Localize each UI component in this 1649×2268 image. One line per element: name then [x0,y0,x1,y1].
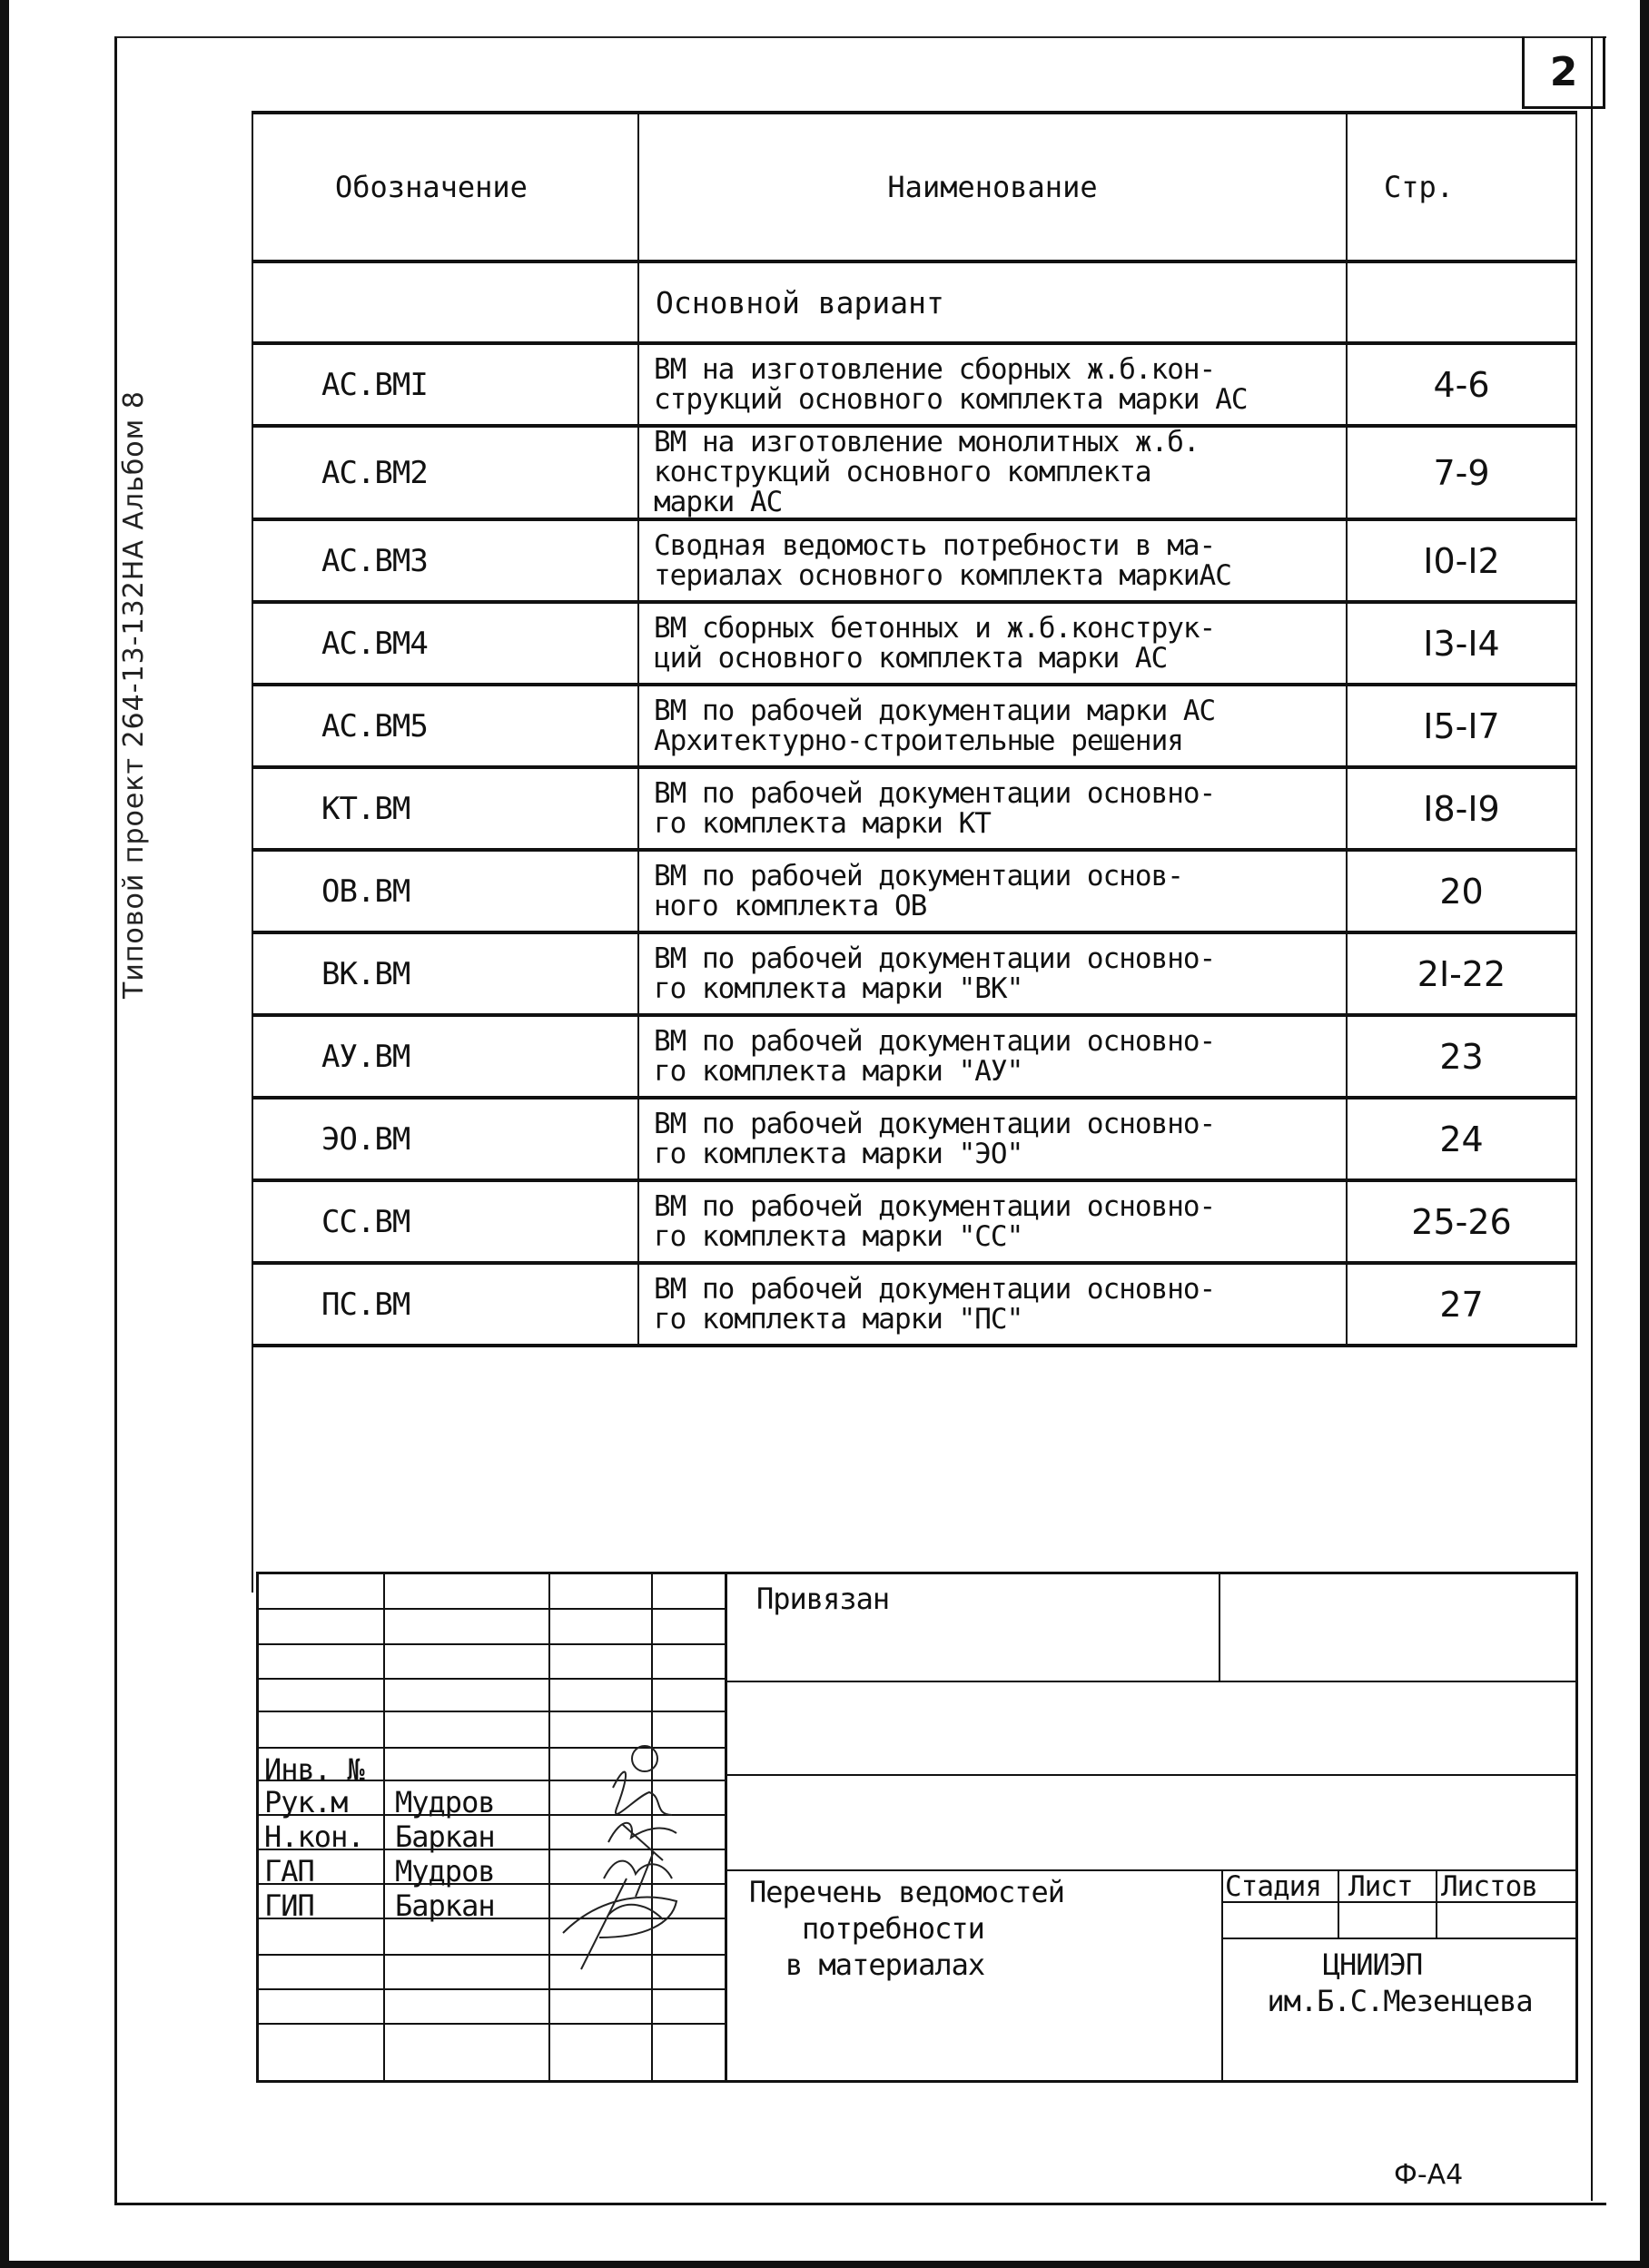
tb-divider [259,1988,725,1990]
tb-divider [725,1774,1578,1776]
table-row [252,1015,1576,1098]
document-title-line: Перечень ведомостей [749,1875,1065,1909]
row-designation: СС.ВМ [252,1180,638,1263]
row-name: ВМ по рабочей документации основно- го комплекта марки КТ [638,767,1347,850]
row-designation: ЭО.ВМ [252,1098,638,1180]
section-title: Основной вариант [638,261,1347,343]
row-designation: АС.ВМ4 [252,602,638,685]
table-row [252,343,1576,426]
stage-label: Стадия [1225,1870,1321,1903]
table-row [252,519,1576,602]
tb-divider [259,1711,725,1712]
signature-stroke [613,1772,672,1815]
row-pages: I8-I9 [1347,767,1576,850]
tb-divider [725,1574,727,2083]
organization [1221,1947,1578,2019]
tb-divider [1338,1869,1339,1938]
row-designation: АС.ВМI [252,343,638,426]
page-number: 2 [1549,49,1578,95]
row-pages: 24 [1347,1098,1576,1180]
tb-divider [383,1574,385,2083]
tb-divider [1221,1938,1578,1939]
row-name: ВМ по рабочей документации основно- го комплекта марки "АУ" [638,1015,1347,1098]
signer-name: Баркан [395,1819,495,1854]
side-note: Типовой проект 264-13-132НА Альбом 8 [118,390,150,999]
role-label: ГАП [264,1854,314,1888]
organization-line: ЦНИИЭП [1322,1948,1423,1982]
row-name: ВМ на изготовление сборных ж.б.кон- струкций основного комплекта марки АС [638,343,1347,426]
document-title-line: потребности [802,1911,984,1946]
document-title-line: в материалах [785,1948,985,1982]
row-pages: I0-I2 [1347,519,1576,602]
row-name: ВМ по рабочей документации основно- го комплекта марки "СС" [638,1180,1347,1263]
row-designation: ПС.ВМ [252,1263,638,1346]
title-block [256,1572,1578,2083]
signer-name: Баркан [395,1888,495,1923]
linked-label: Привязан [756,1582,890,1616]
row-name: ВМ по рабочей документации основно- го комплекта марки "ЭО" [638,1098,1347,1180]
row-pages: I5-I7 [1347,685,1576,767]
row-pages: 2I-22 [1347,932,1576,1015]
table-row [252,1098,1576,1180]
table-row [252,1180,1576,1263]
page-number-box [1522,36,1605,109]
row-designation: АС.ВМ3 [252,519,638,602]
tb-divider [725,1681,1578,1682]
scan-edge-left [0,0,9,2268]
sheet-label: Лист [1348,1870,1413,1903]
signer-name: Мудров [395,1854,495,1888]
table-row [252,850,1576,932]
row-pages: 4-6 [1347,343,1576,426]
table-row [252,767,1576,850]
row-pages: 7-9 [1347,426,1576,519]
header-designation: Обозначение [252,113,638,261]
drawing-frame-right [1591,36,1593,2201]
tb-divider [1436,1869,1437,1938]
table-header-row [252,113,1576,261]
signature-stroke [563,1878,676,1969]
row-designation: КТ.ВМ [252,767,638,850]
table-row [252,932,1576,1015]
statements-table [252,111,1577,1593]
row-name: ВМ по рабочей документации основно- го комплекта марки "ПС" [638,1263,1347,1346]
row-designation: ВК.ВМ [252,932,638,1015]
row-designation: АС.ВМ5 [252,685,638,767]
header-pages: Стр. [1347,113,1576,261]
row-pages: 27 [1347,1263,1576,1346]
tb-divider [1219,1574,1220,1681]
scan-edge-bottom [0,2261,1649,2268]
organization-line: им.Б.С.Мезенцева [1267,1984,1533,2018]
row-designation: АУ.ВМ [252,1015,638,1098]
role-label: ГИП [264,1888,314,1923]
row-designation: АС.ВМ2 [252,426,638,519]
role-label: Рук.м [264,1785,348,1819]
header-name: Наименование [638,113,1347,261]
tb-divider [259,2023,725,2025]
row-pages: 23 [1347,1015,1576,1098]
row-pages: I3-I4 [1347,602,1576,685]
signer-name: Мудров [395,1785,495,1819]
row-name: ВМ по рабочей документации марки АС Архитектурно-строительные решения [638,685,1347,767]
inventory-number-label: Инв. № [264,1752,364,1787]
document-title [749,1874,1064,1983]
table-row [252,1263,1576,1346]
row-name: ВМ на изготовление монолитных ж.б. конструкций основного комплекта марки АС [638,426,1347,519]
row-pages: 20 [1347,850,1576,932]
role-label: Н.кон. [264,1819,364,1854]
signature-stroke [632,1746,657,1771]
tb-divider [259,1643,725,1645]
row-designation: ОВ.ВМ [252,850,638,932]
row-name: ВМ по рабочей документации основно- го комплекта марки "ВК" [638,932,1347,1015]
handwritten-signatures [545,1742,681,1978]
table-row [252,426,1576,519]
signature-stroke [604,1851,672,1897]
signature-stroke [608,1823,676,1860]
table-row [252,685,1576,767]
tb-divider [259,1608,725,1610]
table-row [252,602,1576,685]
scan-edge-right [1640,0,1649,2268]
section-row [252,261,1576,343]
row-name: ВМ по рабочей документации основ- ного комплекта ОВ [638,850,1347,932]
row-name: ВМ сборных бетонных и ж.б.конструк- ций основного комплекта марки АС [638,602,1347,685]
tb-divider [259,1678,725,1680]
row-pages: 25-26 [1347,1180,1576,1263]
empty-row [252,1346,1576,1593]
row-name: Сводная ведомость потребности в ма- териалах основного комплекта маркиАС [638,519,1347,602]
sheets-count-label: Листов [1441,1870,1537,1903]
format-label: Ф-А4 [1394,2159,1464,2191]
